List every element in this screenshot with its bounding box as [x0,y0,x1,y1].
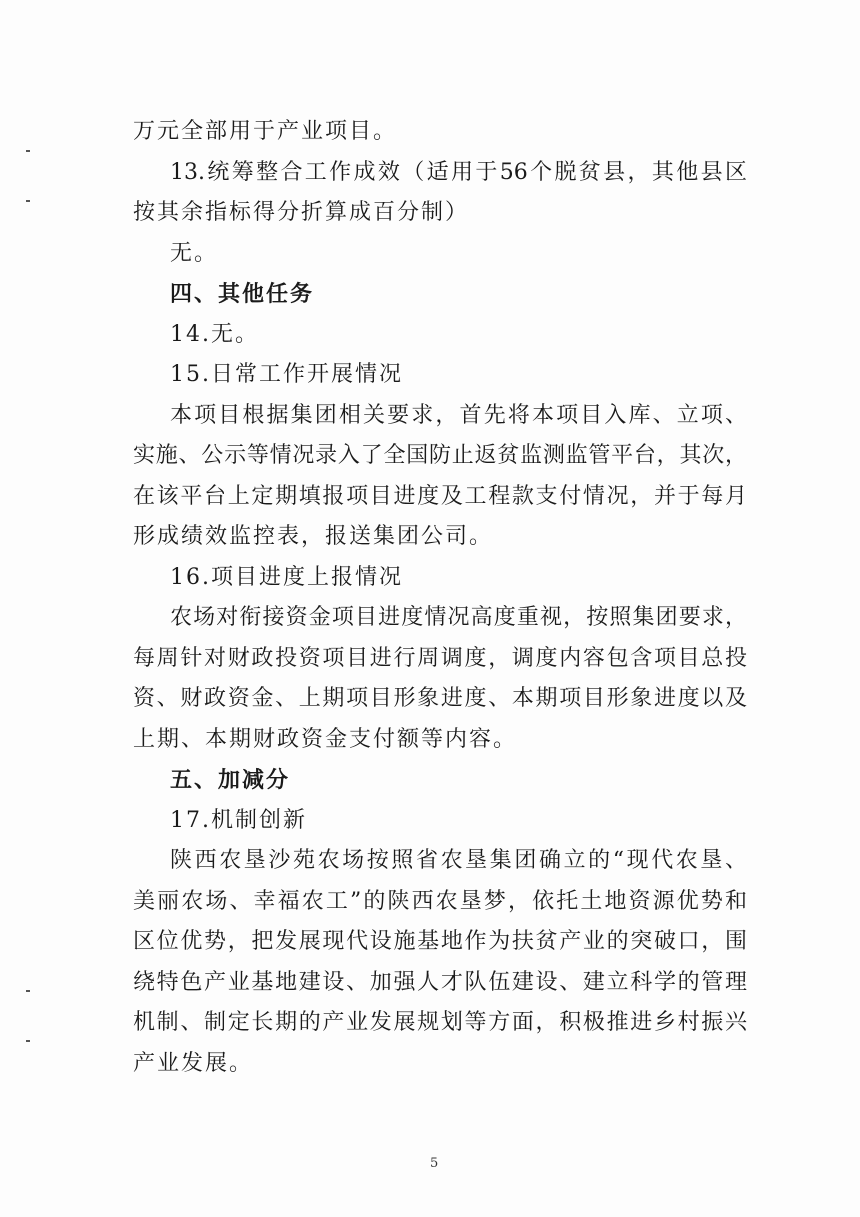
document-body [133,112,747,1084]
section-heading: 四、其他任务 [170,281,315,307]
scan-mark [26,1040,30,1042]
text-line: 绕特色产业基地建设、加强人才队伍建设、建立科学的管理 [133,969,747,995]
text-line: 实施、公示等情况录入了全国防止返贫监测监管平台，其次， [133,443,747,468]
text-line: 形成绩效监控表，报送集团公司。 [133,524,494,549]
text-line: 每周针对财政投资项目进行周调度，调度内容包含项目总投 [133,645,747,671]
text-line: 美丽农场、幸福农工”的陕西农垦梦，依托土地资源优势和 [133,888,747,914]
text-line: 万元全部用于产业项目。 [133,119,398,144]
scan-mark [26,200,30,202]
text-line: 本项目根据集团相关要求，首先将本项目入库、立项、 [170,402,747,428]
text-line: 17.机制创新 [170,807,307,833]
section-heading: 五、加减分 [170,767,291,793]
text-line: 15.日常工作开展情况 [170,362,403,387]
scan-mark [26,990,30,992]
text-line: 产业发展。 [133,1050,254,1076]
text-line: 按其余指标得分折算成百分制） [133,200,470,225]
text-line: 资、财政资金、上期项目形象进度、本期项目形象进度以及 [133,686,747,711]
text-line: 14.无。 [170,321,259,347]
scan-mark [26,150,30,152]
text-line: 16.项目进度上报情况 [170,564,403,590]
text-line: 无。 [170,240,219,266]
text-line: 区位优势，把发展现代设施基地作为扶贫产业的突破口，围 [133,929,747,954]
text-line: 农场对衔接资金项目进度情况高度重视，按照集团要求， [170,605,747,630]
text-line: 上期、本期财政资金支付额等内容。 [133,726,518,752]
text-line: 陕西农垦沙苑农场按照省农垦集团确立的“现代农垦、 [170,848,747,873]
page-number: 5 [430,1156,439,1171]
text-line: 机制、制定长期的产业发展规划等方面，积极推进乡村振兴 [133,1010,747,1035]
text-line: 在该平台上定期填报项目进度及工程款支付情况，并于每月 [133,483,747,509]
text-line: 13.统筹整合工作成效（适用于56个脱贫县，其他县区 [170,159,747,185]
